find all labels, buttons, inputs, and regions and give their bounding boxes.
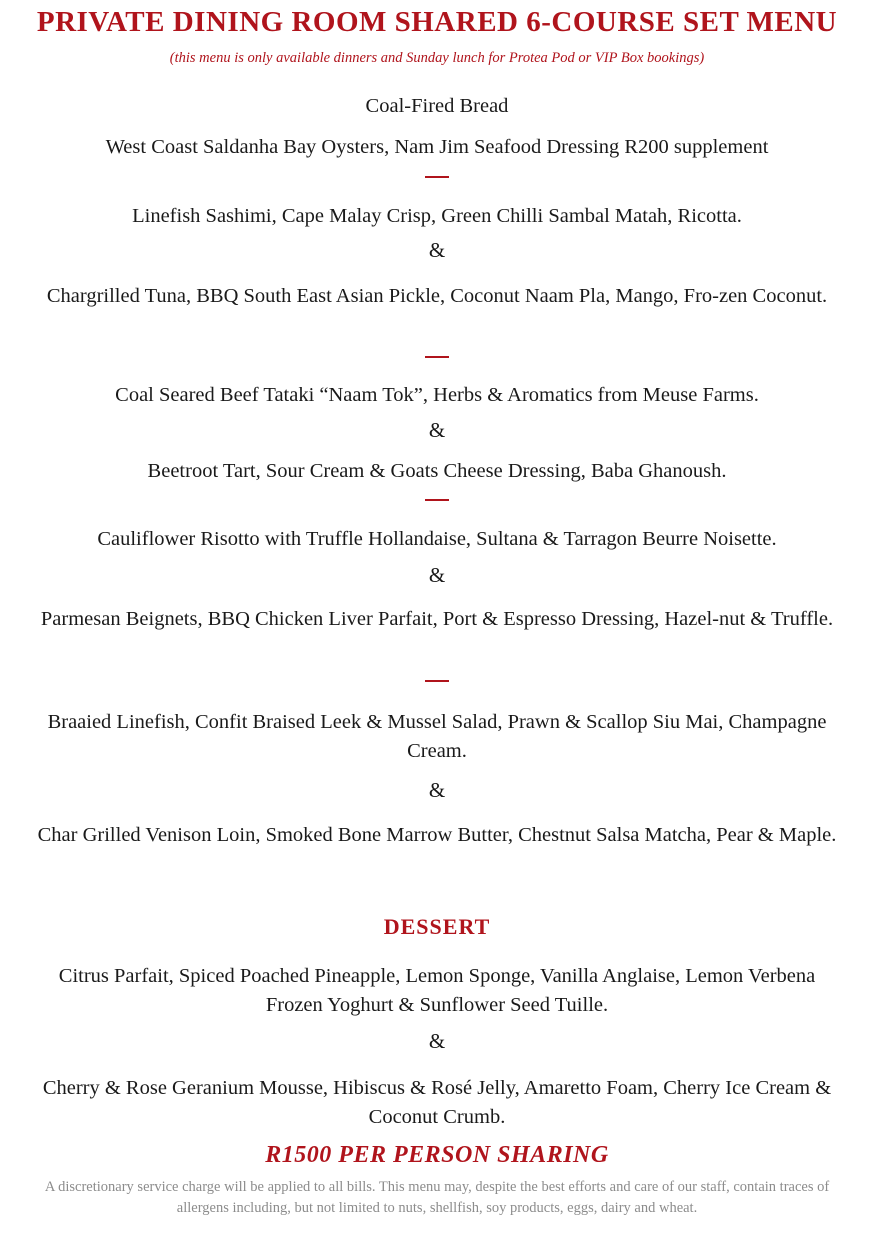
ampersand-separator: & — [428, 1029, 446, 1053]
price-per-person: R1500 PER PERSON SHARING — [265, 1142, 609, 1168]
dish-course2-b: Beetroot Tart, Sour Cream & Goats Cheese Dressing, Baba Ghanoush. — [147, 460, 727, 482]
dish-course1-b: Chargrilled Tuna, BBQ South East Asian Pickle, Coconut Naam Pla, Mango, Fro-zen Coconut. — [46, 285, 828, 307]
ampersand-separator: & — [428, 563, 446, 587]
course-divider — [425, 499, 449, 501]
dish-course2-a: Coal Seared Beef Tataki “Naam Tok”, Herbs & Aromatics from Meuse Farms. — [115, 384, 759, 406]
dish-course1-a: Linefish Sashimi, Cape Malay Crisp, Green Chilli Sambal Matah, Ricotta. — [132, 205, 742, 227]
availability-note: (this menu is only available dinners and Sunday lunch for Protea Pod or VIP Box bookings) — [169, 50, 705, 66]
course-divider — [425, 356, 449, 358]
course-divider — [425, 680, 449, 682]
page-title: PRIVATE DINING ROOM SHARED 6-COURSE SET MENU — [36, 6, 838, 38]
ampersand-separator: & — [428, 238, 446, 262]
dessert-b: Cherry & Rose Geranium Mousse, Hibiscus & Rosé Jelly, Amaretto Foam, Cherry Ice Cream & Coconut Crumb. — [42, 1077, 832, 1128]
dish-course3-a: Cauliflower Risotto with Truffle Hollandaise, Sultana & Tarragon Beurre Noisette. — [97, 528, 777, 550]
ampersand-separator: & — [428, 418, 446, 442]
dish-course3-b: Parmesan Beignets, BBQ Chicken Liver Parfait, Port & Espresso Dressing, Hazel-nut & Truffle. — [40, 608, 834, 630]
dish-bread: Coal-Fired Bread — [365, 95, 509, 117]
dessert-a: Citrus Parfait, Spiced Poached Pineapple, Lemon Sponge, Vanilla Anglaise, Lemon Verbena Frozen Yoghurt & Sunflower Seed Tuille. — [58, 965, 816, 1016]
dish-course4-a: Braaied Linefish, Confit Braised Leek & Mussel Salad, Prawn & Scallop Siu Mai, Champagne Cream. — [47, 711, 827, 762]
course-divider — [425, 176, 449, 178]
dessert-heading: DESSERT — [383, 914, 491, 939]
dish-oysters: West Coast Saldanha Bay Oysters, Nam Jim Seafood Dressing R200 supplement — [105, 136, 769, 158]
dish-course4-b: Char Grilled Venison Loin, Smoked Bone Marrow Butter, Chestnut Salsa Matcha, Pear & Maple. — [37, 824, 837, 846]
ampersand-separator: & — [428, 778, 446, 802]
allergen-disclaimer: A discretionary service charge will be applied to all bills. This menu may, despite the best efforts and care of our staff, contain traces of allergens including, but not limited to nuts, shellfish, soy products, eggs, dairy and wheat. — [44, 1179, 830, 1216]
